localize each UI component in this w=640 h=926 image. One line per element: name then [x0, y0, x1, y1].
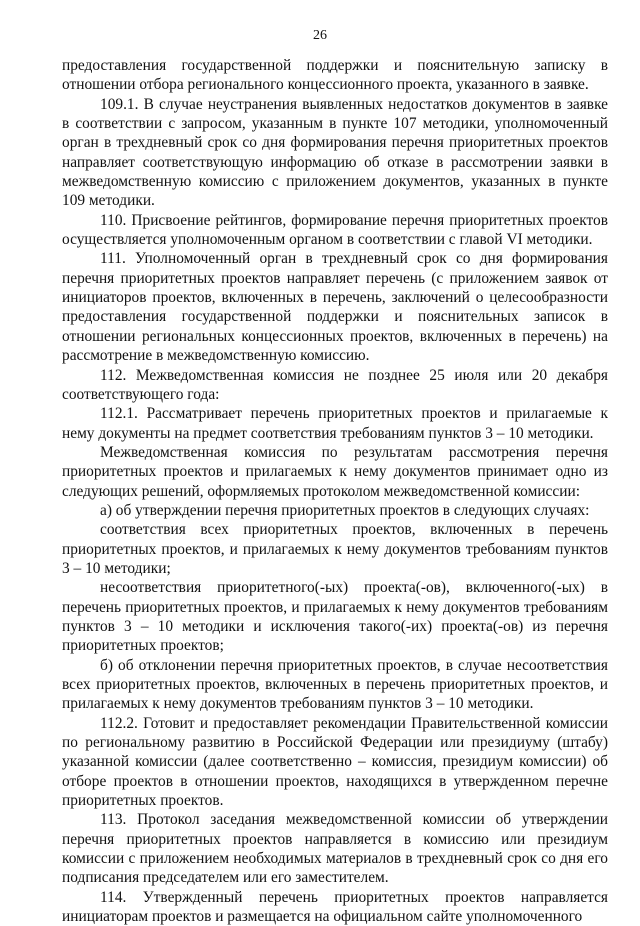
paragraph-item-b: б) об отклонении перечня приоритетных проектов, в случае несоответствия всех приоритетных проектов, включенных в перечень приоритетных проектов, и прилагаемых к нему документов требованиям пунктов 3 – 10 методики. [62, 656, 608, 713]
paragraph-110: 110. Присвоение рейтингов, формирование перечня приоритетных проектов осуществляется уполномоченным органом в соответствии с главой VI методики. [62, 211, 608, 249]
paragraph-item-a: а) об утверждении перечня приоритетных проектов в следующих случаях: [100, 501, 590, 519]
paragraph-109-1: 109.1. В случае неустранения выявленных недостатков документов в заявке в соответствии с запросом, указанным в пункте 107 методики, уполномоченный орган в трехдневный срок со дня формирования перечня приоритетных проектов направляет соответствующую информацию об отказе в рассмотрении заявки в межведомственную комиссию с приложением документов, указанных в пункте 109 методики. [62, 95, 608, 210]
paragraph-114: 114. Утвержденный перечень приоритетных проектов направляется инициаторам проектов и размещается на официальном сайте уполномоченного [62, 888, 608, 926]
page-number: 26 [313, 28, 327, 43]
paragraph-112: 112. Межведомственная комиссия не позднее 25 июля или 20 декабря соответствующего года: [62, 366, 608, 403]
paragraph-item-a-case-1: соответствия всех приоритетных проектов, включенных в перечень приоритетных проектов, и прилагаемых к нему документов требованиям пунктов 3 – 10 методики; [62, 521, 608, 577]
paragraph-113: 113. Протокол заседания межведомственной комиссии об утверждении перечня приоритетных проектов направляется в комиссию или президиум комиссии с приложением необходимых материалов в трехдневный срок со дня его подписания председателем или его заместителем. [62, 811, 608, 887]
paragraph-commission-decision: Межведомственная комиссия по результатам рассмотрения перечня приоритетных проектов и прилагаемых к нему документов принимает одно из следующих решений, оформляемых протоколом межведомственной комиссии: [62, 443, 608, 500]
paragraph-continuation: предоставления государственной поддержки и пояснительную записку в отношении отбора регионального концессионного проекта, указанного в заявке. [62, 57, 608, 94]
paragraph-112-1: 112.1. Рассматривает перечень приоритетных проектов и прилагаемые к нему документы на предмет соответствия требованиям пунктов 3 – 10 методики. [62, 405, 608, 442]
paragraph-112-2: 112.2. Готовит и предоставляет рекомендации Правительственной комиссии по региональному развитию в Российской Федерации или президиуму (штабу) указанной комиссии (далее соответственно – комиссия, президиум комиссии) об отборе проектов в отношении проектов, находящихся в утвержденном перечне приоритетных проектов. [62, 714, 608, 810]
paragraph-item-a-case-2: несоответствия приоритетного(-ых) проекта(-ов), включенного(-ых) в перечень приоритетных проектов, и прилагаемых к нему документов требованиям пунктов 3 – 10 методики и исключения такого(-их) проекта(-ов) из перечня приоритетных проектов; [62, 579, 608, 655]
document-body [62, 56, 608, 926]
paragraph-111: 111. Уполномоченный орган в трехдневный срок со дня формирования перечня приоритетных проектов направляет перечень (с приложением заявок от инициаторов проектов, включенных в перечень, заключений о целесообразности предоставления государственной поддержки и пояснительных записок в отношении региональных концессионных проектов, включенных в перечень) на рассмотрение в межведомственную комиссию. [62, 250, 608, 365]
